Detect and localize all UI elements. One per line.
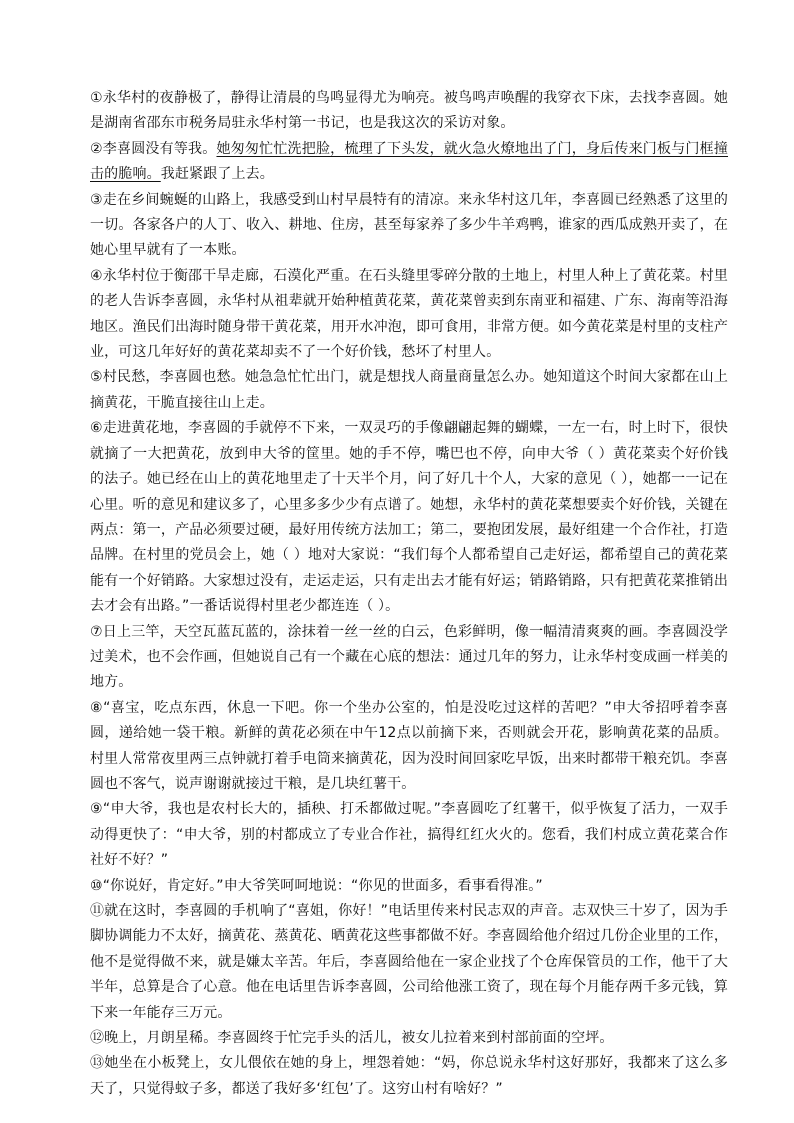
article-body bbox=[90, 86, 728, 1102]
paragraph-number: ⑥ bbox=[90, 420, 103, 437]
paragraph-text: 日上三竿，天空瓦蓝瓦蓝的，涂抹着一丝一丝的白云，色彩鲜明，像一幅清清爽爽的画。李喜圆没学过美术，也不会作画，但她说自己有一个藏在心底的想法：通过几年的努力，让永华村变成画一样美的地方。 bbox=[90, 623, 728, 691]
paragraph-3 bbox=[90, 188, 728, 264]
paragraph-number: ⑫ bbox=[90, 1030, 105, 1047]
paragraph-text: “喜宝，吃点东西，休息一下吧。你一个坐办公室的，怕是没吃过这样的苦吧？”申大爷招呼着李喜圆，递给她一袋干粮。新鲜的黄花必须在中午12点以前摘下来，否则就会开花，影响黄花菜的品质。村里人常常夜里两三点钟就打着手电筒来摘黄花，因为没时间回家吃早饭，出来时都带干粮充饥。李喜圆也不客气，说声谢谢就接过干粮，是几块红薯干。 bbox=[90, 699, 729, 792]
paragraph-9 bbox=[90, 797, 728, 873]
paragraph-text: 晚上，月朗星稀。李喜圆终于忙完手头的活儿，被女儿拉着来到村部前面的空坪。 bbox=[104, 1030, 614, 1047]
paragraph-number: ④ bbox=[90, 267, 103, 284]
paragraph-4 bbox=[90, 264, 728, 366]
paragraph-text: “申大爷，我也是农村长大的，插秧、打禾都做过呢。”李喜圆吃了红薯干，似乎恢复了活力，一双手动得更快了：“申大爷，别的村都成立了专业合作社，搞得红红火火的。您看，我们村成立黄花菜合作社好不好？” bbox=[90, 801, 728, 869]
paragraph-2 bbox=[90, 137, 728, 188]
paragraph-number: ⑩ bbox=[90, 877, 103, 894]
paragraph-number: ⑨ bbox=[90, 801, 103, 818]
paragraph-text: “你说好，肯定好。”申大爷笑呵呵地说：“你见的世面多，看事看得准。” bbox=[102, 877, 543, 894]
paragraph-13 bbox=[90, 1051, 728, 1102]
paragraph-number: ⑦ bbox=[90, 623, 103, 640]
paragraph-text: 村民愁，李喜圆也愁。她急急忙忙出门，就是想找人商量商量怎么办。她知道这个时间大家都在山上摘黄花，干脆直接往山上走。 bbox=[90, 369, 728, 411]
paragraph-10 bbox=[90, 874, 728, 899]
underlined-sentence: 她匆匆忙忙洗把脸，梳理了下头发，就火急火燎地出了门，身后传来门板与门框撞击的脆响。 bbox=[90, 140, 729, 183]
paragraph-8 bbox=[90, 696, 728, 798]
paragraph-number: ③ bbox=[90, 191, 103, 208]
paragraph-number: ① bbox=[90, 90, 103, 106]
paragraph-text: 李喜圆没有等我。 bbox=[102, 140, 217, 157]
paragraph-text: 走在乡间蜿蜒的山路上，我感受到山村早晨特有的清凉。来永华村这几年，李喜圆已经熟悉了这里的一切。各家各户的人丁、收入、耕地、住房，甚至每家养了多少牛羊鸡鸭，谁家的西瓜成熟开卖了，在她心里早就有了一本账。 bbox=[90, 191, 728, 259]
paragraph-number: ⑪ bbox=[90, 903, 105, 919]
paragraph-11 bbox=[90, 899, 728, 1026]
paragraph-number: ⑤ bbox=[90, 369, 103, 386]
paragraph-12 bbox=[90, 1026, 728, 1051]
paragraph-text: 走进黄花地，李喜圆的手就停不下来，一双灵巧的手像翩翩起舞的蝴蝶，一左一右，时上时下，很快就摘了一大把黄花，放到申大爷的筐里。她的手不停，嘴巴也不停，向申大爷（ ）黄花菜卖个好价钱的法子。她已经在山上的黄花地里走了十天半个月，问了好几十个人，大家的意见（ ），她都一一记在心里。听的意见和建议多了，心里多多少少有点谱了。她想，永华村的黄花菜想要卖个好价钱，关键在两点：第一，产品必须要过硬，最好用传统方法加工；第二，要抱团发展，最好组建一个合作社，打造品牌。在村里的党员会上，她（ ）地对大家说：“我们每个人都希望自己走好运，都希望自己的黄花菜能有一个好销路。大家想过没有，走运走运，只有走出去才能有好运；销路销路，只有把黄花菜推销出去才会有出路。”一番话说得村里老少都连连（ ）。 bbox=[90, 420, 728, 615]
paragraph-6 bbox=[90, 416, 728, 619]
paragraph-7 bbox=[90, 620, 728, 696]
paragraph-text: 她坐在小板凳上，女儿偎依在她的身上，埋怨着她：“妈，你总说永华村这好那好，我都来了这么多天了，只觉得蚊子多，都送了我好多‘红包’了。这穷山村有啥好？” bbox=[90, 1055, 728, 1097]
paragraph-text: 我赶紧跟了上去。 bbox=[160, 166, 274, 183]
paragraph-text: 永华村的夜静极了，静得让清晨的鸟鸣显得尤为响亮。被鸟鸣声唤醒的我穿衣下床，去找李喜圆。她是湖南省邵东市税务局驻永华村第一书记，也是我这次的采访对象。 bbox=[90, 90, 728, 132]
paragraph-1 bbox=[90, 86, 728, 137]
paragraph-number: ⑧ bbox=[90, 699, 104, 716]
paragraph-5 bbox=[90, 365, 728, 416]
paragraph-number: ② bbox=[90, 140, 103, 157]
paragraph-text: 永华村位于衡邵干旱走廊，石漠化严重。在石头缝里零碎分散的土地上，村里人种上了黄花菜。村里的老人告诉李喜圆，永华村从祖辈就开始种植黄花菜，黄花菜曾卖到东南亚和福建、广东、海南等沿海地区。渔民们出海时随身带干黄花菜，用开水冲泡，即可食用，非常方便。如今黄花菜是村里的支柱产业，可这几年好好的黄花菜却卖不了一个好价钱，愁坏了村里人。 bbox=[90, 267, 728, 361]
paragraph-number: ⑬ bbox=[90, 1055, 105, 1072]
paragraph-text: 就在这时，李喜圆的手机响了“喜姐，你好！”电话里传来村民志双的声音。志双快三十岁了，因为手脚协调能力不太好，摘黄花、蒸黄花、晒黄花这些事都做不好。李喜圆给他介绍过几份企业里的工作，他不是觉得做不来，就是嫌太辛苦。年后，李喜圆给他在一家企业找了个仓库保管员的工作，他干了大半年，总算是合了心意。他在电话里告诉李喜圆，公司给他涨工资了，现在每个月能存两千多元钱，算下来一年能存三万元。 bbox=[90, 903, 728, 1021]
